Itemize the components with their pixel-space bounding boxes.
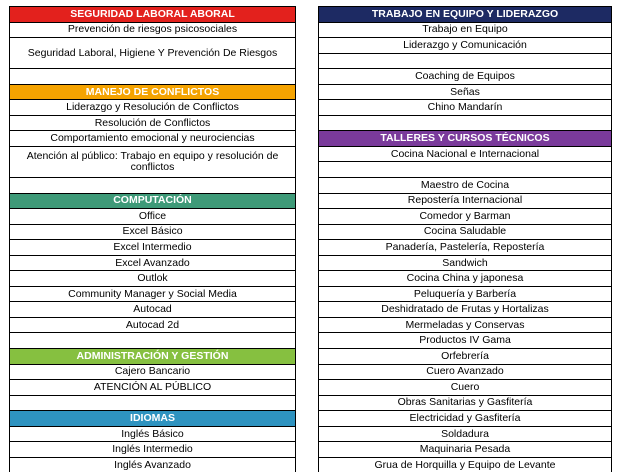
course-item: Trabajo en Equipo: [319, 22, 611, 38]
course-item: Maquinaria Pesada: [319, 441, 611, 457]
course-item: Soldadura: [319, 426, 611, 442]
course-item: Excel Avanzado: [10, 255, 295, 271]
course-item: Cuero Avanzado: [319, 364, 611, 380]
left-course-table: [9, 6, 296, 472]
course-item: Resolución de Conflictos: [10, 115, 295, 131]
course-item: Excel Básico: [10, 224, 295, 240]
course-item: Mermeladas y Conservas: [319, 317, 611, 333]
empty-row: [319, 161, 611, 177]
section-header-administracion: ADMINISTRACIÓN Y GESTIÓN: [10, 348, 295, 364]
course-item: Comportamiento emocional y neurociencias: [10, 130, 295, 146]
empty-row: [10, 332, 295, 348]
section-header-conflictos: MANEJO DE CONFLICTOS: [10, 84, 295, 100]
course-item: Inglés Básico: [10, 426, 295, 442]
course-item: Cocina China y japonesa: [319, 270, 611, 286]
course-item: Coaching de Equipos: [319, 68, 611, 84]
course-item: Office: [10, 208, 295, 224]
course-item: Maestro de Cocina: [319, 177, 611, 193]
section-header-computacion: COMPUTACIÓN: [10, 193, 295, 209]
course-item: Cuero: [319, 379, 611, 395]
section-header-seguridad: SEGURIDAD LABORAL ABORAL: [10, 6, 295, 22]
section-header-talleres: TALLERES Y CURSOS TÉCNICOS: [319, 130, 611, 146]
course-item: Autocad: [10, 301, 295, 317]
course-item: Deshidratado de Frutas y Hortalizas: [319, 301, 611, 317]
course-item: ATENCIÓN AL PÚBLICO: [10, 379, 295, 395]
course-item: Orfebrería: [319, 348, 611, 364]
course-item: Chino Mandarín: [319, 99, 611, 115]
course-item: Cajero Bancario: [10, 364, 295, 380]
course-item: Panadería, Pastelería, Repostería: [319, 239, 611, 255]
empty-row: [10, 177, 295, 193]
course-item: Inglés Intermedio: [10, 441, 295, 457]
section-header-idiomas: IDIOMAS: [10, 410, 295, 426]
course-item: Cocina Nacional e Internacional: [319, 146, 611, 162]
course-item: Community Manager y Social Media: [10, 286, 295, 302]
course-item: Repostería Internacional: [319, 193, 611, 209]
empty-row: [10, 68, 295, 84]
course-item: Liderazgo y Comunicación: [319, 37, 611, 53]
right-course-table: [318, 6, 612, 472]
section-header-equipo: TRABAJO EN EQUIPO Y LIDERAZGO: [319, 6, 611, 22]
course-item: Atención al público: Trabajo en equipo y resolución de conflictos: [10, 146, 295, 177]
course-item: Productos IV Gama: [319, 332, 611, 348]
course-item: Prevención de riesgos psicosociales: [10, 22, 295, 38]
course-item: Inglés Avanzado: [10, 457, 295, 472]
empty-row: [10, 395, 295, 411]
course-item: Excel Intermedio: [10, 239, 295, 255]
empty-row: [319, 115, 611, 131]
course-item: Peluquería y Barbería: [319, 286, 611, 302]
course-item: Grua de Horquilla y Equipo de Levante: [319, 457, 611, 472]
course-item: Comedor y Barman: [319, 208, 611, 224]
empty-row: [319, 53, 611, 69]
course-item: Señas: [319, 84, 611, 100]
course-item: Sandwich: [319, 255, 611, 271]
course-item: Outlok: [10, 270, 295, 286]
course-item: Electricidad y Gasfitería: [319, 410, 611, 426]
course-item: Obras Sanitarias y Gasfitería: [319, 395, 611, 411]
course-item: Liderazgo y Resolución de Conflictos: [10, 99, 295, 115]
course-item: Autocad 2d: [10, 317, 295, 333]
course-item: Cocina Saludable: [319, 224, 611, 240]
course-item: Seguridad Laboral, Higiene Y Prevención De Riesgos: [10, 37, 295, 68]
